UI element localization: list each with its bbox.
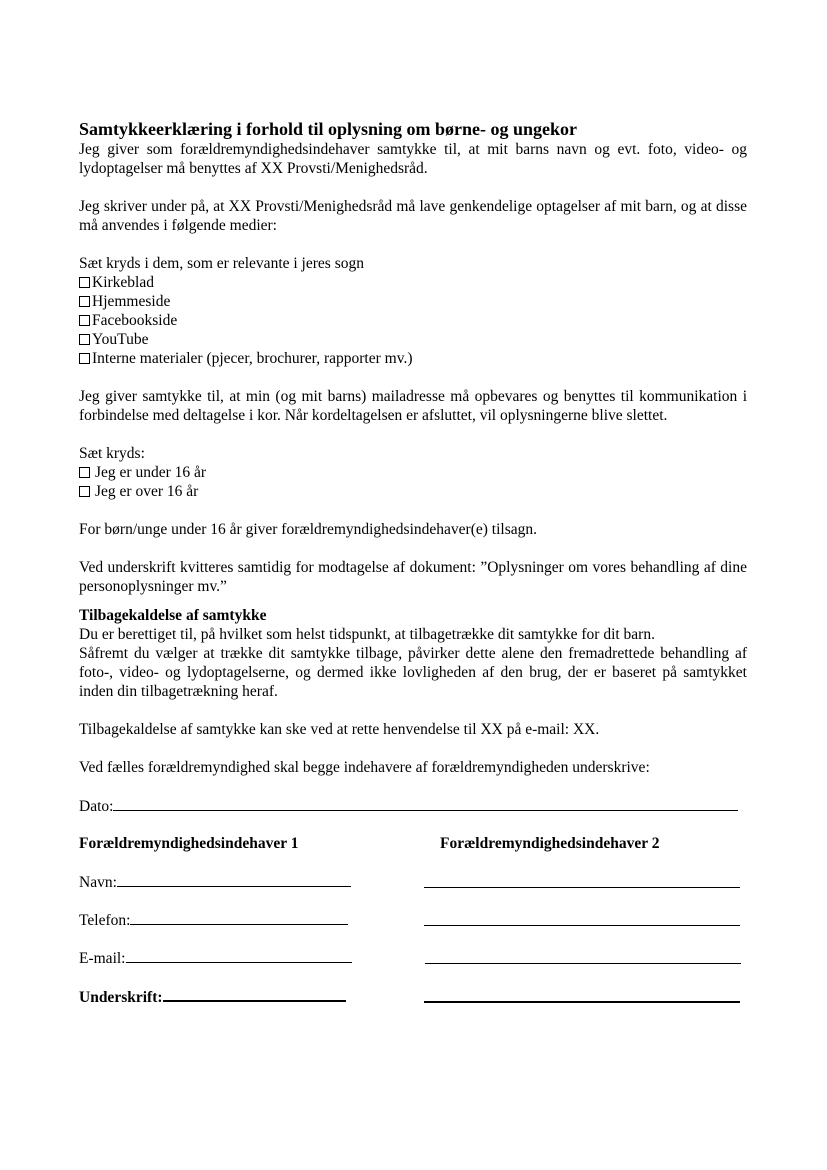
media-option-hjemmeside[interactable]	[79, 292, 747, 311]
signature-label: Underskrift:	[79, 989, 163, 1006]
withdrawal-contact: Tilbagekaldelse af samtykke kan ske ved at rette henvendelse til XX på e-mail: XX.	[79, 721, 600, 738]
checkbox-youtube[interactable]	[79, 334, 90, 345]
media-option-youtube[interactable]	[79, 330, 747, 349]
checkbox-under-16[interactable]	[79, 467, 90, 478]
option-label: YouTube	[92, 331, 149, 348]
media-option-facebookside[interactable]	[79, 311, 747, 330]
age-option-over-16[interactable]	[79, 482, 747, 501]
receipt-paragraph: Ved underskrift kvitteres samtidig for modtagelse af dokument: ”Oplysninger om vores behandling af dine personoplysninger mv.”	[79, 559, 747, 595]
checkbox-over-16[interactable]	[79, 486, 90, 497]
media-option-interne-materialer[interactable]	[79, 349, 747, 368]
withdrawal-heading: Tilbagekaldelse af samtykke	[79, 607, 267, 624]
holder-2-heading: Forældremyndighedsindehaver 2	[440, 835, 660, 852]
age-prompt: Sæt kryds:	[79, 445, 145, 462]
option-label: Hjemmeside	[92, 293, 171, 310]
option-label: Interne materialer (pjecer, brochurer, rapporter mv.)	[92, 350, 413, 367]
consent-document	[79, 118, 747, 1005]
media-paragraph: Jeg skriver under på, at XX Provsti/Menighedsråd må lave genkendelige optagelser af mit barn, og at disse må anvendes i følgende medier:	[79, 198, 747, 234]
email-consent-paragraph: Jeg giver samtykke til, at min (og mit barns) mailadresse må opbevares og benyttes til kommunikation i forbindelse med deltagelse i kor. Når kordeltagelsen er afsluttet, vil oplysningerne blive slettet.	[79, 388, 747, 424]
age-option-under-16[interactable]	[79, 463, 747, 482]
phone-label: Telefon:	[79, 912, 131, 929]
option-label: Jeg er over 16 år	[95, 483, 199, 500]
signature-line-holder-2[interactable]	[424, 986, 740, 1003]
name-row[interactable]	[79, 872, 747, 891]
phone-line-holder-2[interactable]	[424, 910, 740, 926]
holders-header	[79, 834, 747, 853]
email-row[interactable]	[79, 948, 747, 967]
media-prompt: Sæt kryds i dem, som er relevante i jeres sogn	[79, 255, 364, 272]
media-option-kirkeblad[interactable]	[79, 273, 747, 292]
holder-1-heading: Forældremyndighedsindehaver 1	[79, 835, 299, 852]
withdrawal-line-1: Du er berettiget til, på hvilket som helst tidspunkt, at tilbagetrække dit samtykke for dit barn.	[79, 626, 655, 643]
name-line-holder-2[interactable]	[424, 872, 740, 888]
name-line-holder-1[interactable]	[117, 872, 351, 887]
under-16-note: For børn/unge under 16 år giver forældremyndighedsindehaver(e) tilsagn.	[79, 521, 537, 538]
checkbox-facebookside[interactable]	[79, 315, 90, 326]
date-field[interactable]	[79, 796, 747, 815]
email-line-holder-1[interactable]	[126, 948, 352, 963]
email-line-holder-2[interactable]	[425, 948, 741, 964]
checkbox-hjemmeside[interactable]	[79, 296, 90, 307]
signature-line-holder-1[interactable]	[163, 986, 346, 1002]
date-line[interactable]	[113, 796, 738, 811]
signature-row[interactable]	[79, 986, 747, 1005]
intro-paragraph: Jeg giver som forældremyndighedsindehaver samtykke til, at mit barns navn og evt. foto, video- og lydoptagelser må benyttes af XX Provsti/Menighedsråd.	[79, 141, 747, 177]
joint-custody-note: Ved fælles forældremyndighed skal begge indehavere af forældremyndigheden underskrive:	[79, 759, 650, 776]
date-label: Dato:	[79, 798, 114, 815]
document-title: Samtykkeerklæring i forhold til oplysning om børne- og ungekor	[79, 119, 578, 139]
phone-line-holder-1[interactable]	[130, 910, 348, 925]
checkbox-kirkeblad[interactable]	[79, 277, 90, 288]
option-label: Kirkeblad	[92, 274, 154, 291]
phone-row[interactable]	[79, 910, 747, 929]
option-label: Facebookside	[92, 312, 178, 329]
checkbox-interne-materialer[interactable]	[79, 353, 90, 364]
withdrawal-line-2: Såfremt du vælger at trække dit samtykke tilbage, påvirker dette alene den fremadrettede behandling af foto-, video- og lydoptagelserne, og dermed ikke lovligheden af den brug, der er baseret på samtykket inden din tilbagetrækning heraf.	[79, 645, 747, 700]
name-label: Navn:	[79, 874, 117, 891]
option-label: Jeg er under 16 år	[95, 464, 207, 481]
email-label: E-mail:	[79, 950, 126, 967]
